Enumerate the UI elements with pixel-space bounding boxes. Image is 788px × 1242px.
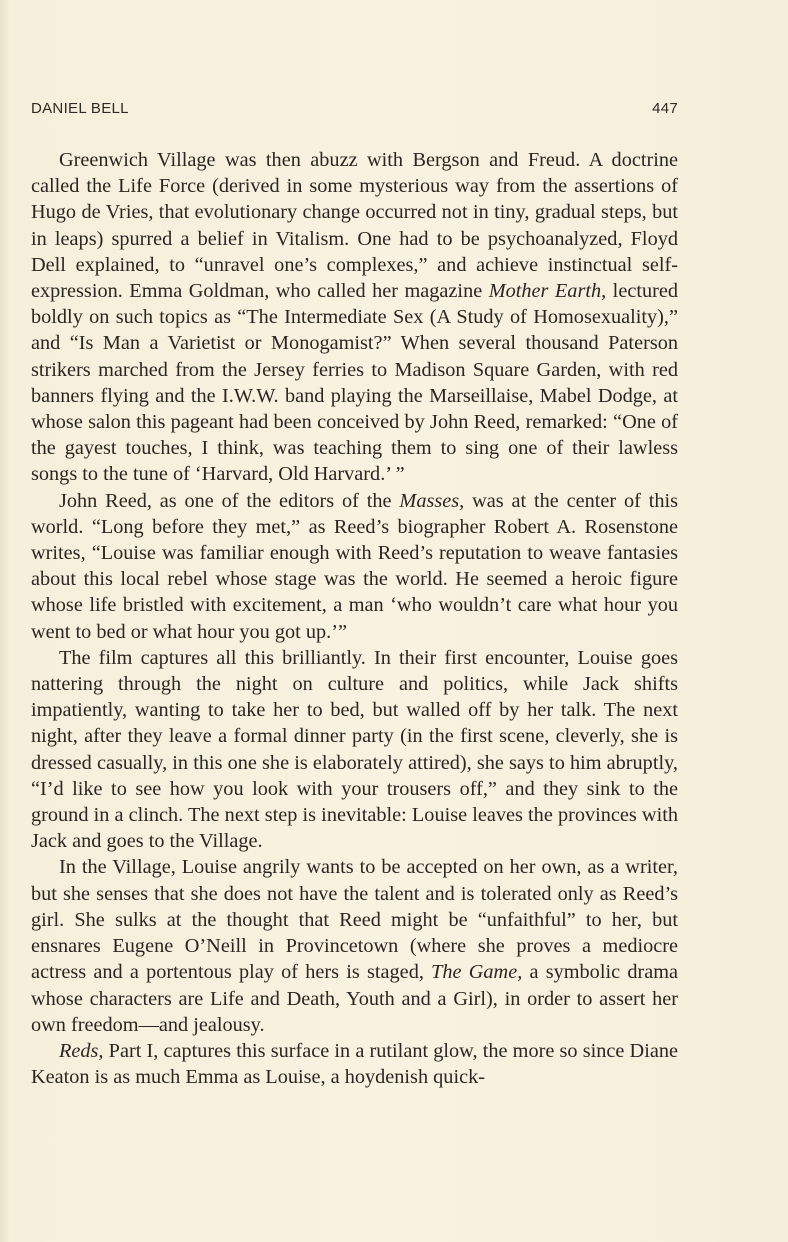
italic-title: The Game, — [431, 961, 523, 984]
text-run: In the Village, Louise angrily wants to be accepted on her own, as a writer, but she senses that she does not have the talent and is tolerated only as Reed’s girl. She sulks at the thought that Reed might be “unfaithful” to her, but ensnares Eugene O’Neill in Provincetown (where she proves a mediocre actress and a portentous play of hers is staged, — [31, 856, 678, 984]
paragraph-3 — [31, 645, 678, 855]
page-number: 447 — [652, 100, 678, 117]
text-run: lectured boldly on such topics as “The Intermediate Sex (A Study of Homosexuality),” and “Is Man a Varietist or Monogamist?” When several thousand Paterson strikers marched from the Jersey ferries to Madison Square Garden, with red banners flying and the I.W.W. band playing the Marseillaise, Mabel Dodge, at whose salon this pageant had been conceived by John Reed, remarked: “One of the gayest touches, I think, was teaching them to sing one of their lawless songs to the tune of ‘Harvard, Old Harvard.’ ” — [31, 280, 678, 486]
paragraph-2 — [31, 488, 678, 645]
italic-title: Masses, — [399, 489, 465, 512]
paragraph-5 — [31, 1038, 678, 1090]
text-run: was at the center of this world. “Long before they met,” as Reed’s biographer Robert A. Rosenstone writes, “Louise was familiar enough with Reed’s reputation to weave fantasies about this local rebel whose stage was the world. He seemed a heroic figure whose life bristled with excitement, a man ‘who wouldn’t care what hour you went to bed or what hour you got up.’” — [31, 489, 678, 643]
running-header — [31, 100, 678, 124]
text-run: Greenwich Village was then abuzz with Bergson and Freud. A doctrine called the Life Force (derived in some mysterious way from the assertions of Hugo de Vries, that evolutionary change occurred not in tiny, gradual steps, but in leaps) spurred a belief in Vitalism. One had to be psychoanalyzed, Floyd Dell explained, to “unravel one’s complexes,” and achieve instinctual self-expression. Emma Goldman, who called her magazine — [31, 149, 678, 303]
text-run: Part I, captures this surface in a rutilant glow, the more so since Diane Keaton is as much Emma as Louise, a hoydenish quick- — [31, 1039, 678, 1089]
text-run: a symbolic drama whose characters are Life and Death, Youth and a Girl), in order to assert her own freedom—and jealousy. — [31, 961, 678, 1036]
italic-title: Reds, — [59, 1039, 104, 1062]
paragraph-1 — [31, 147, 678, 488]
text-run: John Reed, as one of the editors of the — [59, 489, 400, 512]
text-run: The film captures all this brilliantly. In their first encounter, Louise goes nattering through the night on culture and politics, while Jack shifts impatiently, wanting to take her to bed, but walled off by her talk. The next night, after they leave a formal dinner party (in the first scene, cleverly, she is dressed casually, in this one she is elaborately attired), she says to him abruptly, “I’d like to see how you look with your trousers off,” and they sink to the ground in a clinch. The next step is inevitable: Louise leaves the provinces with Jack and goes to the Village. — [31, 646, 678, 853]
running-head-author: DANIEL BELL — [31, 100, 129, 117]
paragraph-4 — [31, 854, 678, 1037]
italic-title: Mother Earth, — [488, 280, 607, 303]
body-text — [31, 147, 678, 1090]
